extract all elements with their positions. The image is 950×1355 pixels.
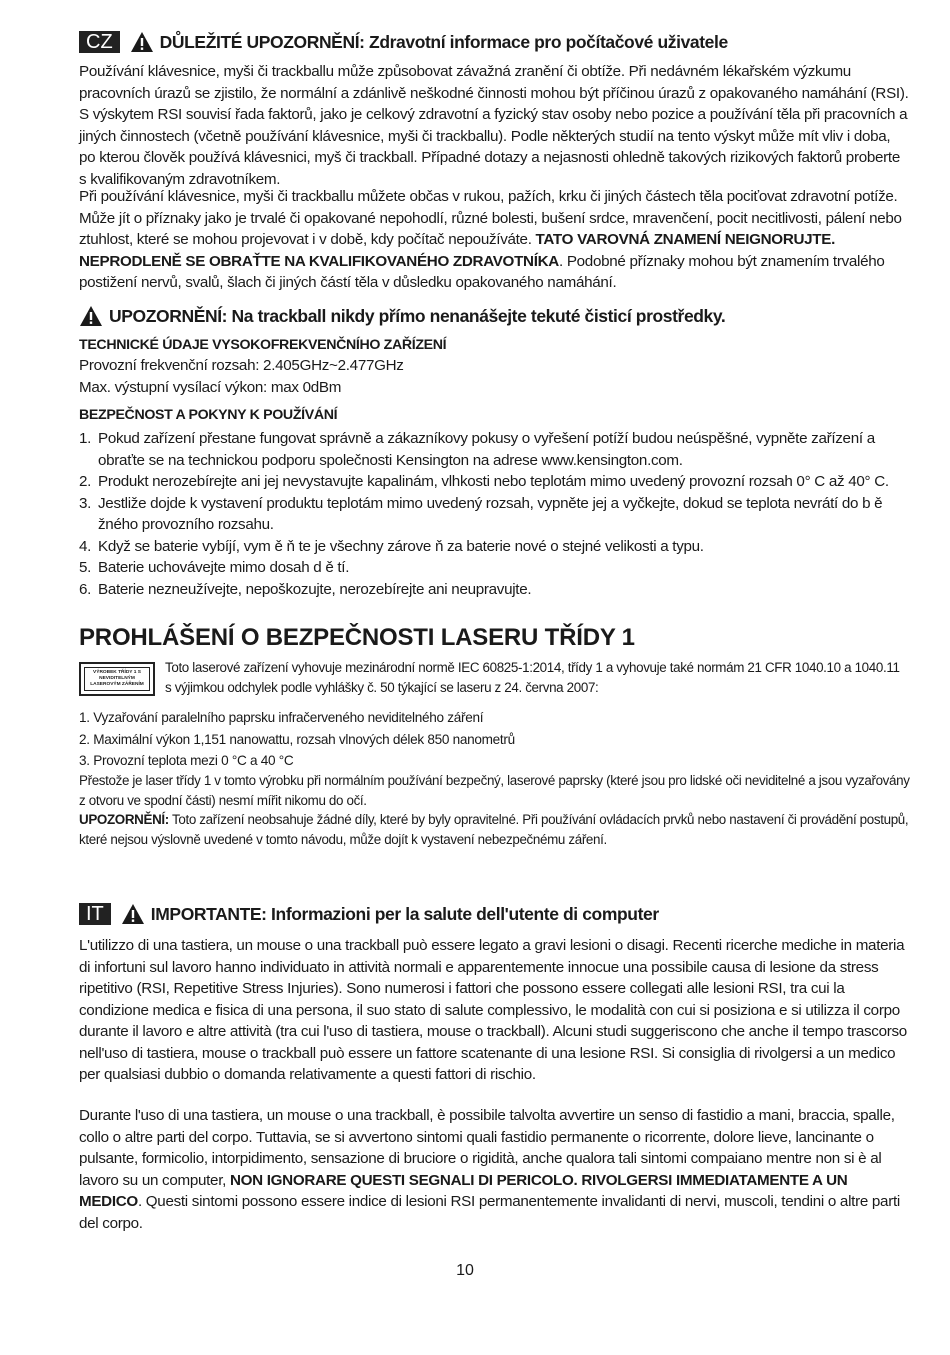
cz-p2-text: Při používání klávesnice, myši či trackballu můžete občas v rukou, pažích, krku či jiných částech těla pociťovat zdravotní potíže. Může jít o příznaky jako je trvalé či opakované nepohodlí, různé bolesti, bušení srdce, mravenčení, pocit necitlivosti, pálení nebo ztuhlost, které se mohou projevovat i v době, kdy počítač nepoužíváte. (79, 188, 902, 248)
list-number: 5. (79, 559, 92, 576)
laser-compliance-statement: Toto laserové zařízení vyhovuje mezinárodní normě IEC 60825-1:2014, třídy 1 a vyhovuje také normám 21 CFR 1040.10 a 1040.11 s výjimkou odchylek podle vyhlášky č. 50 týkající se laseru z 24. června 2007: (165, 660, 900, 695)
list-number: 4. (79, 537, 92, 555)
cz-safety-list (79, 428, 919, 600)
list-text: Baterie nezneužívejte, nepoškozujte, nerozebírejte ani neupravujte. (98, 580, 532, 598)
list-text: Pokud zařízení přestane fungovat správně a zákazníkovy pokusy o vyřešení potíží budou neúspěšné, vypněte zařízení a obraťte se na technickou podporu společnosti Kensington na adrese www.kensington.com. (98, 430, 875, 469)
warning-icon (130, 31, 154, 53)
it-heading-title: IMPORTANTE: Informazioni per la salute dell'utente di computer (150, 903, 659, 924)
cz-heading-row (79, 31, 728, 53)
laser-paragraph-2 (79, 810, 919, 850)
list-item (79, 471, 919, 493)
laser-class-label (79, 662, 155, 696)
cz-tech-frequency: Provozní frekvenční rozsah: 2.405GHz~2.477GHz (79, 357, 404, 374)
it-health-paragraph-2 (79, 1105, 909, 1234)
cz-p2-bold: TATO VAROVNÁ ZNAMENÍ NEIGNORUJTE. NEPRODLENĚ SE OBRAŤTE NA KVALIFIKOVANÉHO ZDRAVOTNÍKA (79, 231, 836, 270)
laser-warning-label: UPOZORNĚNÍ: (79, 812, 169, 827)
it-heading-row (79, 903, 659, 925)
list-item (79, 536, 919, 558)
it-language-badge: IT (79, 903, 111, 925)
warning-icon (121, 903, 145, 925)
list-item (79, 579, 919, 601)
cz-trackball-warning (79, 305, 725, 327)
page-number: 10 (456, 1262, 474, 1279)
laser-class-label-text: VÝROBEK TŘÍDY 1 S NEVIDITELNÝM LASEROVÝM ZÁŘENÍM (84, 667, 150, 691)
it-health-paragraph-1: L'utilizzo di una tastiera, un mouse o una trackball può essere legato a gravi lesioni o disagi. Recenti ricerche mediche in materia di infortuni sul lavoro hanno individuato in attività normali e apparentemente innocue una possibile causa di lesione da stress ripetitivo (RSI, Repetitive Stress Injuries). Sono numerosi i fattori che possono essere collegati alle lesioni RSI, tra cui la condizione medica e fisica di una persona, il suo stato di salute complessivo, le modalità con cui si posiziona e si utilizza il corpo durante il lavoro e altre attività (tra cui l'uso di tastiera, mouse o trackball). Alcuni studi suggeriscono che anche il tempo trascorso nell'uso di tastiera, mouse o trackball può essere un fattore scatenante di una lesione RSI. Si consiglia di rivolgersi a un medico per qualsiasi dubbio o domanda relativamente a questi fattori di rischio. (79, 937, 907, 1083)
cz-health-paragraph-1: Používání klávesnice, myši či trackballu může způsobovat závažná zranění či obtíže. Při nedávném lékařském výzkumu pracovních úrazů se zjistilo, že normální a zdánlivě neškodné činnosti mohou být příčinou úrazů z opakovaného namáhání (RSI). S výskytem RSI souvisí řada faktorů, jako je celkový zdravotní a fyzický stav osoby nebo pozice a používání těla při pracovních a jiných činnostech (včetně používání klávesnice, myši či trackballu). Podle některých studií na tento výskyt může mít vliv i doba, po kterou člověk používá klávesnici, myš či trackball. Případné dotazy a nejasnosti ohledně takových rizikových faktorů proberte s kvalifikovaným zdravotníkem. (79, 63, 909, 188)
cz-trackball-warning-text: UPOZORNĚNÍ: Na trackball nikdy přímo nenanášejte tekuté čisticí prostředky. (109, 305, 726, 326)
laser-warning-text: Toto zařízení neobsahuje žádné díly, které by byly opravitelné. Při používání ovládacích prvků nebo nastavení či provádění postupů, které nejsou výslovně uvedené v tomto návodu, může dojít k vystavení nebezpečnému záření. (79, 812, 909, 847)
warning-icon (79, 305, 103, 327)
list-text: Jestliže dojde k vystavení produktu teplotám mimo uvedený rozsah, vypněte jej a vyčkejte, dokud se teplota nevrátí do b ě žného provozního rozsahu. (98, 494, 883, 533)
list-item: 2. Maximální výkon 1,151 nanowattu, rozsah vlnových délek 850 nanometrů (79, 731, 515, 747)
list-item (79, 428, 919, 471)
list-text: Produkt nerozebírejte ani jej nevystavujte kapalinám, vlhkosti nebo teplotám mimo uvedený provozní rozsah 0° C až 40° C. (98, 473, 889, 490)
list-text: Baterie uchovávejte mimo dosah d ě tí. (98, 559, 350, 576)
laser-paragraph-1: Přestože je laser třídy 1 v tomto výrobku při normálním používání bezpečný, laserové paprsky (které jsou pro lidské oči neviditelné a jsou vyzařovány z otvoru ve spodní části) nesmí mířit nikomu do očí. (79, 773, 910, 808)
list-number: 6. (79, 580, 92, 598)
cz-heading-title: DŮLEŽITÉ UPOZORNĚNÍ: Zdravotní informace pro počítačové uživatele (159, 31, 728, 52)
cz-safety-heading: BEZPEČNOST A POKYNY K POUŽÍVÁNÍ (79, 407, 338, 423)
list-item: 1. Vyzařování paralelního paprsku infračerveného neviditelného záření (79, 710, 484, 725)
list-number: 2. (79, 473, 92, 490)
list-item: 3. Provozní teplota mezi 0 °C a 40 °C (79, 753, 294, 768)
laser-spec-list (79, 707, 515, 772)
cz-language-badge: CZ (79, 31, 120, 53)
it-p2-text: Durante l'uso di una tastiera, un mouse o una trackball, è possibile talvolta avvertire un senso di fastidio a mani, braccia, spalle, collo o altre parti del corpo. Tuttavia, se si avvertono sintomi quali fastidio permanente o ricorrente, dolore lieve, lancinante o pulsante, formicolio, intorpidimento, sensazione di bruciore o rigidità, anche qualora tali sintomi compaiano mentre non si è al lavoro su un computer, (79, 1107, 895, 1189)
cz-p2-text-end: . Podobné příznaky mohou být znamením trvalého postižení nervů, svalů, šlach či jiných částí těla v důsledku opakovaného namáhání. (79, 252, 885, 291)
it-p2-bold: NON IGNORARE QUESTI SEGNALI DI PERICOLO. RIVOLGERSI IMMEDIATAMENTE A UN MEDICO (79, 1171, 848, 1210)
it-p2-text-end: . Questi sintomi possono essere indice di lesioni RSI permanentemente invalidanti di nervi, muscoli, tendini o altre parti del corpo. (79, 1193, 900, 1232)
laser-safety-title: PROHLÁŠENÍ O BEZPEČNOSTI LASERU TŘÍDY 1 (79, 624, 635, 651)
cz-tech-heading: TECHNICKÉ ÚDAJE VYSOKOFREKVENČNÍHO ZAŘÍZENÍ (79, 337, 447, 353)
cz-health-paragraph-2 (79, 186, 909, 294)
list-number: 1. (79, 430, 92, 447)
list-item (79, 493, 919, 536)
list-item (79, 557, 919, 579)
list-text: Když se baterie vybíjí, vym ě ň te je všechny zárove ň za baterie nové o stejné velikosti a typu. (98, 537, 704, 555)
cz-tech-power: Max. výstupní vysílací výkon: max 0dBm (79, 379, 342, 396)
list-number: 3. (79, 494, 92, 512)
